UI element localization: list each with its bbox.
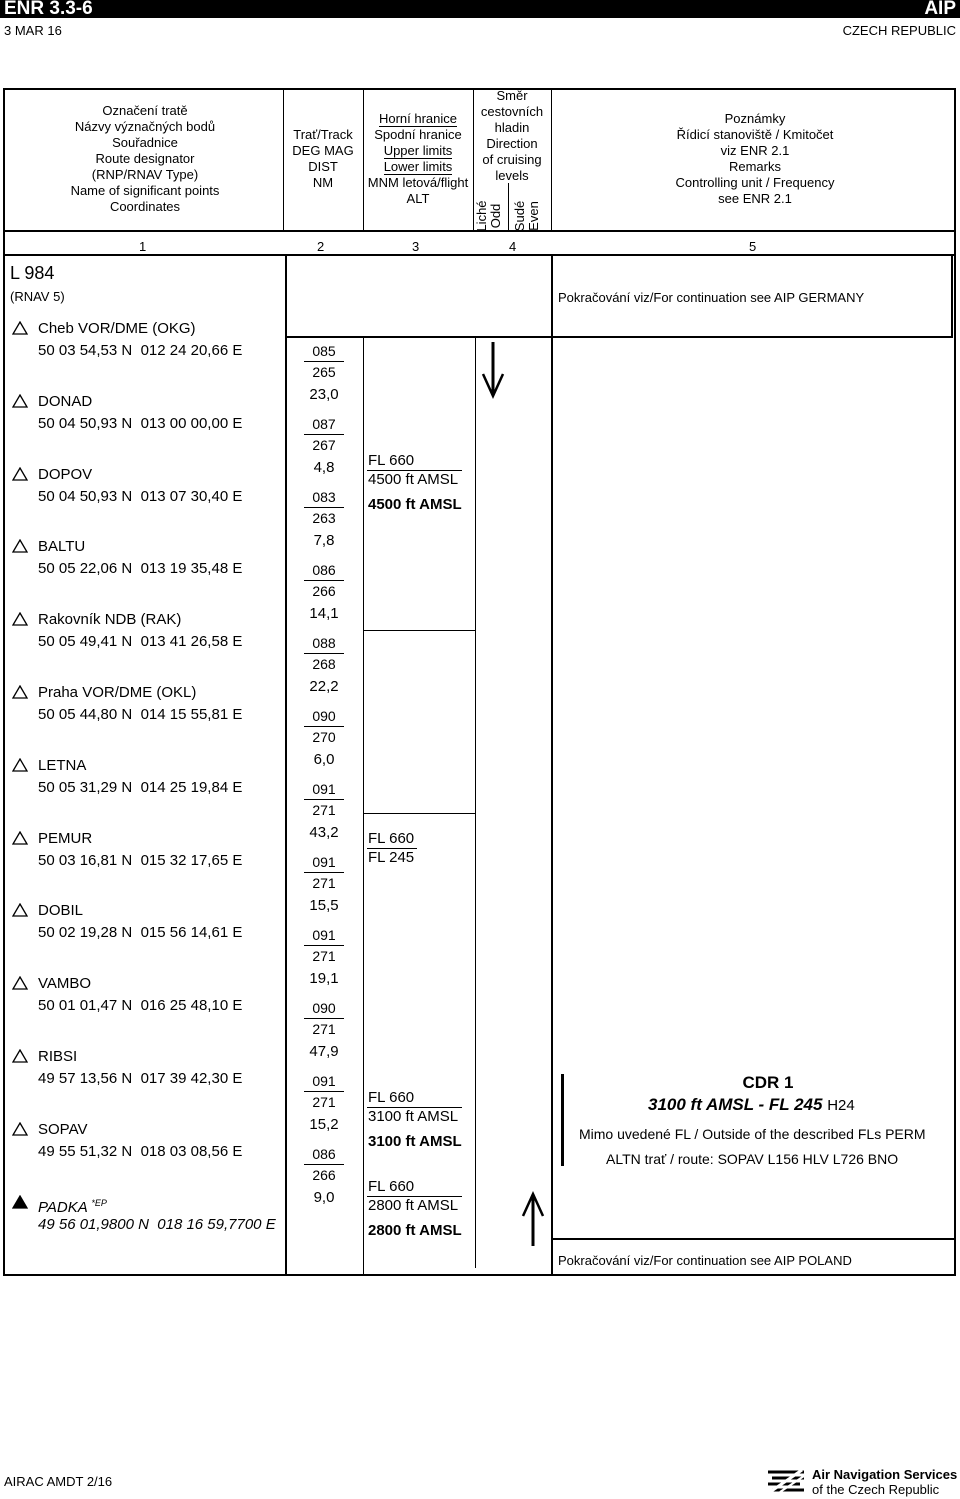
limit-c-mnm: 3100 ft AMSL: [368, 1133, 462, 1150]
route-type: (RNAV 5): [10, 289, 65, 304]
reporting-point-icon: [12, 976, 28, 990]
reporting-point-icon: [12, 394, 28, 408]
limit-b-lower: FL 245: [368, 849, 415, 866]
cdr-note-perm: Mimo uvedené FL / Outside of the described FLs PERM: [579, 1126, 926, 1142]
segment-distance: 9,0: [313, 1189, 335, 1206]
reporting-point-icon: [12, 758, 28, 772]
reporting-point-icon: [12, 831, 28, 845]
limit-d-upper: FL 660: [368, 1178, 415, 1195]
segment-distance: 4,8: [313, 459, 335, 476]
point-name: Rakovník NDB (RAK): [38, 611, 182, 629]
airac-amendment: AIRAC AMDT 2/16: [4, 1474, 113, 1489]
point-coordinates: 49 57 13,56 N 017 39 42,30 E: [38, 1070, 243, 1087]
col5-header: Poznámky Řídicí stanoviště / Kmitočet viz ENR 2.1 Remarks Controlling unit / Frequency see ENR 2.1: [675, 111, 835, 206]
point-coordinates: 49 56 01,9800 N 018 16 59,7700 E: [38, 1215, 276, 1233]
segment-track: 085 265: [304, 341, 344, 382]
cdr-bar: [561, 1074, 564, 1166]
point-name: Cheb VOR/DME (OKG): [38, 320, 196, 337]
point-name: PADKA $^{*EP}$: [38, 1197, 107, 1216]
country: CZECH REPUBLIC: [842, 23, 956, 38]
segment-track: 091 271: [304, 779, 344, 820]
segment-distance: 47,9: [309, 1043, 339, 1060]
point-coordinates: 50 05 49,41 N 013 41 26,58 E: [38, 633, 243, 651]
point-coordinates: 50 03 54,53 N 012 24 20,66 E: [38, 342, 243, 359]
arrow-down-icon: [478, 340, 508, 400]
limit-a-upper: FL 660: [368, 452, 415, 469]
col-number-1: 1: [139, 239, 147, 254]
odd-label: Liché Odd: [474, 200, 503, 232]
point-name: Praha VOR/DME (OKL): [38, 684, 197, 701]
reporting-point-icon: [12, 539, 28, 553]
segment-distance: 6,0: [313, 751, 335, 768]
cdr-title: CDR 1: [742, 1073, 794, 1092]
segment-track: 087 267: [304, 414, 344, 455]
limit-a-lower: 4500 ft AMSL: [368, 471, 459, 488]
segment-distance: 15,2: [309, 1116, 339, 1133]
even-label: Sudé Even: [512, 200, 541, 232]
segment-distance: 14,1: [309, 605, 339, 622]
point-coordinates: 49 55 51,32 N 018 03 08,56 E: [38, 1142, 243, 1160]
col3-header: Horní hranice Spodní hranice Upper limits Lower limits MNM letová/flight ALT: [367, 111, 469, 206]
segment-distance: 22,2: [309, 678, 339, 695]
point-name: SOPAV: [38, 1120, 88, 1138]
segment-track: 090 271: [304, 998, 344, 1039]
segment-distance: 19,1: [309, 970, 339, 987]
point-coordinates: 50 05 44,80 N 014 15 55,81 E: [38, 706, 243, 723]
segment-track: 086 266: [304, 560, 344, 601]
segment-track: 090 270: [304, 706, 344, 747]
point-name: LETNA: [38, 756, 87, 774]
segment-track: 083 263: [304, 487, 344, 528]
limit-c-upper: FL 660: [368, 1089, 415, 1106]
reporting-point-icon: [12, 685, 28, 699]
point-coordinates: 50 04 50,93 N 013 00 00,00 E: [38, 414, 243, 432]
limit-c-lower: 3100 ft AMSL: [368, 1108, 459, 1125]
cdr-note-altn: ALTN trať / route: SOPAV L156 HLV L726 BNO: [606, 1151, 899, 1167]
point-coordinates: 50 02 19,28 N 015 56 14,61 E: [38, 924, 243, 942]
org-name-2: of the Czech Republic: [812, 1482, 940, 1497]
segment-distance: 23,0: [309, 386, 339, 403]
segment-distance: 43,2: [309, 824, 339, 841]
segment-track: 088 268: [304, 633, 344, 674]
publication-title: AIP: [924, 0, 956, 19]
point-coordinates: 50 01 01,47 N 016 25 48,10 E: [38, 997, 243, 1015]
reporting-point-icon: [12, 1122, 28, 1136]
point-coordinates: 50 05 22,06 N 013 19 35,48 E: [38, 560, 243, 578]
ans-logo-icon: [766, 1468, 806, 1494]
arrow-up-icon: [518, 1190, 548, 1248]
org-name-1: Air Navigation Services: [812, 1467, 958, 1482]
effective-date: 3 MAR 16: [4, 23, 62, 38]
col2-header: Trať/Track DEG MAG DIST NM: [292, 127, 354, 190]
point-coordinates: 50 05 31,29 N 014 25 19,84 E: [38, 778, 243, 796]
reporting-point-icon: [12, 903, 28, 917]
col1-header: Označení tratě Názvy význačných bodů Souřadnice Route designator (RNP/RNAV Type) Name of significant points Coordinates: [70, 103, 220, 214]
continuation-bottom: Pokračování viz/For continuation see AIP POLAND: [558, 1253, 852, 1268]
point-name: BALTU: [38, 538, 86, 556]
reporting-point-icon: [12, 1049, 28, 1063]
point-name: DONAD: [38, 392, 93, 410]
point-name: DOPOV: [38, 465, 93, 483]
segment-track: 091 271: [304, 1071, 344, 1112]
point-coordinates: 50 03 16,81 N 015 32 17,65 E: [38, 851, 243, 869]
segment-track: 086 266: [304, 1144, 344, 1185]
point-coordinates: 50 04 50,93 N 013 07 30,40 E: [38, 487, 243, 505]
col4-header: Směr cestovních hladin Direction of cruising levels: [480, 88, 544, 183]
limit-b-upper: FL 660: [368, 830, 415, 847]
header-bar: [0, 0, 960, 18]
limit-a-mnm: 4500 ft AMSL: [368, 496, 462, 513]
point-annotation: *EP: [91, 1197, 107, 1208]
col-number-2: 2: [317, 239, 325, 254]
reporting-point-compulsory-icon: [12, 1195, 28, 1209]
limit-d-mnm: 2800 ft AMSL: [368, 1222, 462, 1239]
point-name: RIBSI: [38, 1048, 78, 1065]
point-name: VAMBO: [38, 975, 92, 993]
segment-distance: 7,8: [313, 532, 335, 549]
limit-d-lower: 2800 ft AMSL: [368, 1197, 459, 1214]
segment-distance: 15,5: [309, 897, 339, 914]
cdr-limits-line: 3100 ft AMSL - FL 245 H24: [648, 1095, 855, 1114]
point-name: PEMUR: [38, 829, 93, 847]
reporting-point-icon: [12, 321, 28, 335]
continuation-top: Pokračování viz/For continuation see AIP GERMANY: [558, 290, 865, 305]
segment-track: 091 271: [304, 925, 344, 966]
reporting-point-icon: [12, 612, 28, 626]
point-name: DOBIL: [38, 902, 84, 920]
route-designator: L 984: [10, 263, 55, 283]
col-number-5: 5: [749, 239, 757, 254]
col-number-4: 4: [509, 239, 517, 254]
segment-track: 091 271: [304, 852, 344, 893]
reporting-point-icon: [12, 467, 28, 481]
page-number: ENR 3.3-6: [4, 0, 93, 19]
col-number-3: 3: [412, 239, 420, 254]
